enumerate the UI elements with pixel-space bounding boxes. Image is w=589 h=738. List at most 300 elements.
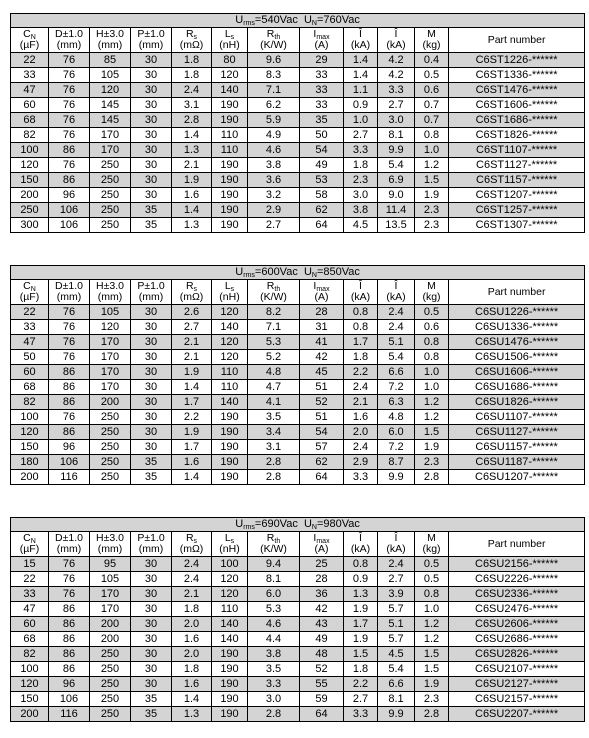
col-part-number-cell: C6SU1826-****** xyxy=(449,395,585,410)
col-surge-current-cell: 9.9 xyxy=(378,143,415,158)
col-series-resistance-header: $R_s$ (mΩ) xyxy=(172,532,212,557)
table-row xyxy=(11,158,585,173)
col-max-current-cell: 62 xyxy=(300,455,344,470)
col-capacitance-header: $C_N$ (µF) xyxy=(11,532,49,557)
table-row xyxy=(11,335,585,350)
col-surge-current-cell: 5.4 xyxy=(378,350,415,365)
table-row xyxy=(11,350,585,365)
col-mass-cell: 1.5 xyxy=(415,647,449,662)
col-mass-cell: 1.2 xyxy=(415,410,449,425)
col-series-resistance-cell: 1.3 xyxy=(172,707,212,722)
col-mass-cell: 2.8 xyxy=(415,707,449,722)
col-series-inductance-cell: 140 xyxy=(212,617,248,632)
col-thermal-resistance-cell: 6.0 xyxy=(248,587,300,602)
col-surge-current-cell: 7.2 xyxy=(378,380,415,395)
col-capacitance-cell: 150 xyxy=(11,440,49,455)
table-row xyxy=(11,470,585,485)
col-capacitance-cell: 120 xyxy=(11,677,49,692)
col-pitch-cell: 30 xyxy=(131,440,172,455)
col-series-resistance-cell: 1.9 xyxy=(172,365,212,380)
col-capacitance-header: $C_N$ (µF) xyxy=(11,28,49,53)
col-height-cell: 145 xyxy=(90,113,131,128)
col-diameter-cell: 76 xyxy=(49,350,90,365)
col-series-inductance-cell: 120 xyxy=(212,68,248,83)
col-series-inductance-cell: 190 xyxy=(212,677,248,692)
col-mass-cell: 0.6 xyxy=(415,320,449,335)
col-thermal-resistance-cell: 6.2 xyxy=(248,98,300,113)
col-pitch-cell: 30 xyxy=(131,365,172,380)
col-peak-current-cell: 3.8 xyxy=(344,203,378,218)
col-height-cell: 250 xyxy=(90,677,131,692)
col-pitch-cell: 30 xyxy=(131,188,172,203)
col-peak-current-cell: 4.5 xyxy=(344,218,378,233)
col-max-current-cell: 36 xyxy=(300,587,344,602)
col-thermal-resistance-cell: 3.3 xyxy=(248,677,300,692)
col-diameter-cell: 106 xyxy=(49,218,90,233)
col-height-cell: 170 xyxy=(90,128,131,143)
table-row xyxy=(11,617,585,632)
col-series-inductance-cell: 190 xyxy=(212,218,248,233)
col-capacitance-cell: 200 xyxy=(11,707,49,722)
col-peak-current-cell: 1.9 xyxy=(344,632,378,647)
col-diameter-cell: 86 xyxy=(49,617,90,632)
col-mass-cell: 1.9 xyxy=(415,188,449,203)
col-pitch-cell: 30 xyxy=(131,53,172,68)
col-thermal-resistance-cell: 4.4 xyxy=(248,632,300,647)
col-capacitance-cell: 47 xyxy=(11,83,49,98)
col-series-resistance-cell: 1.8 xyxy=(172,602,212,617)
col-capacitance-cell: 68 xyxy=(11,380,49,395)
col-mass-cell: 0.6 xyxy=(415,83,449,98)
col-diameter-cell: 86 xyxy=(49,632,90,647)
col-series-inductance-cell: 190 xyxy=(212,662,248,677)
col-surge-current-cell: 6.0 xyxy=(378,425,415,440)
col-max-current-cell: 55 xyxy=(300,677,344,692)
col-surge-current-cell: 6.9 xyxy=(378,173,415,188)
col-max-current-cell: 33 xyxy=(300,83,344,98)
col-peak-current-cell: 1.8 xyxy=(344,350,378,365)
col-height-cell: 250 xyxy=(90,692,131,707)
col-part-number-cell: C6ST1127-****** xyxy=(449,158,585,173)
col-max-current-cell: 28 xyxy=(300,305,344,320)
col-pitch-cell: 30 xyxy=(131,662,172,677)
col-thermal-resistance-cell: 5.3 xyxy=(248,335,300,350)
col-height-cell: 250 xyxy=(90,440,131,455)
col-max-current-cell: 43 xyxy=(300,617,344,632)
col-pitch-cell: 35 xyxy=(131,218,172,233)
col-thermal-resistance-cell: 3.0 xyxy=(248,692,300,707)
col-series-resistance-cell: 1.4 xyxy=(172,380,212,395)
col-mass-cell: 1.2 xyxy=(415,158,449,173)
col-capacitance-cell: 82 xyxy=(11,647,49,662)
col-series-resistance-cell: 1.9 xyxy=(172,425,212,440)
col-capacitance-cell: 100 xyxy=(11,410,49,425)
col-max-current-cell: 64 xyxy=(300,707,344,722)
col-surge-current-cell: 4.5 xyxy=(378,647,415,662)
col-pitch-cell: 30 xyxy=(131,173,172,188)
col-surge-current-cell: 9.9 xyxy=(378,470,415,485)
col-diameter-cell: 76 xyxy=(49,68,90,83)
col-mass-cell: 0.7 xyxy=(415,98,449,113)
col-series-inductance-cell: 110 xyxy=(212,365,248,380)
col-mass-cell: 0.5 xyxy=(415,305,449,320)
col-thermal-resistance-cell: 9.6 xyxy=(248,53,300,68)
col-peak-current-cell: 1.3 xyxy=(344,587,378,602)
col-height-cell: 250 xyxy=(90,455,131,470)
col-thermal-resistance-cell: 2.7 xyxy=(248,218,300,233)
col-thermal-resistance-cell: 8.1 xyxy=(248,572,300,587)
col-series-inductance-cell: 120 xyxy=(212,335,248,350)
col-part-number-header: Part number xyxy=(449,532,585,557)
col-series-inductance-cell: 140 xyxy=(212,83,248,98)
col-max-current-header: $I_{max}$ (A) xyxy=(300,280,344,305)
col-peak-current-header: Î (kA) xyxy=(344,532,378,557)
col-capacitance-cell: 50 xyxy=(11,350,49,365)
col-mass-cell: 1.5 xyxy=(415,425,449,440)
col-max-current-cell: 64 xyxy=(300,470,344,485)
col-pitch-header: P±1.0 (mm) xyxy=(131,28,172,53)
table-row xyxy=(11,305,585,320)
col-mass-cell: 0.8 xyxy=(415,128,449,143)
col-max-current-cell: 54 xyxy=(300,425,344,440)
col-part-number-cell: C6SU1157-****** xyxy=(449,440,585,455)
col-capacitance-header: $C_N$ (µF) xyxy=(11,280,49,305)
col-part-number-cell: C6SU2207-****** xyxy=(449,707,585,722)
table-row xyxy=(11,128,585,143)
col-series-resistance-cell: 1.6 xyxy=(172,188,212,203)
col-height-cell: 250 xyxy=(90,662,131,677)
col-series-resistance-cell: 2.2 xyxy=(172,410,212,425)
col-pitch-cell: 30 xyxy=(131,320,172,335)
col-height-cell: 120 xyxy=(90,320,131,335)
col-series-resistance-cell: 1.6 xyxy=(172,455,212,470)
col-part-number-cell: C6ST1307-****** xyxy=(449,218,585,233)
col-capacitance-cell: 100 xyxy=(11,143,49,158)
col-peak-current-cell: 2.7 xyxy=(344,692,378,707)
col-thermal-resistance-cell: 9.4 xyxy=(248,557,300,572)
col-series-resistance-cell: 3.1 xyxy=(172,98,212,113)
col-pitch-cell: 30 xyxy=(131,83,172,98)
col-series-inductance-cell: 190 xyxy=(212,647,248,662)
table-row xyxy=(11,98,585,113)
table-row xyxy=(11,83,585,98)
col-mass-header: M (kg) xyxy=(415,532,449,557)
col-pitch-cell: 30 xyxy=(131,143,172,158)
col-thermal-resistance-cell: 8.2 xyxy=(248,305,300,320)
col-diameter-cell: 106 xyxy=(49,203,90,218)
col-height-cell: 120 xyxy=(90,83,131,98)
col-surge-current-cell: 9.0 xyxy=(378,188,415,203)
col-part-number-header: Part number xyxy=(449,28,585,53)
col-height-cell: 145 xyxy=(90,98,131,113)
col-series-resistance-cell: 2.0 xyxy=(172,617,212,632)
col-capacitance-cell: 33 xyxy=(11,320,49,335)
col-surge-current-cell: 5.7 xyxy=(378,632,415,647)
col-series-resistance-cell: 1.7 xyxy=(172,395,212,410)
col-mass-cell: 2.3 xyxy=(415,455,449,470)
col-series-resistance-cell: 2.1 xyxy=(172,587,212,602)
col-pitch-cell: 30 xyxy=(131,68,172,83)
col-peak-current-cell: 1.8 xyxy=(344,158,378,173)
col-series-resistance-cell: 1.9 xyxy=(172,173,212,188)
table-row xyxy=(11,173,585,188)
col-max-current-cell: 59 xyxy=(300,692,344,707)
col-height-header: H±3.0 (mm) xyxy=(90,532,131,557)
col-height-cell: 105 xyxy=(90,68,131,83)
col-mass-cell: 1.0 xyxy=(415,602,449,617)
col-height-header: H±3.0 (mm) xyxy=(90,28,131,53)
col-pitch-cell: 30 xyxy=(131,395,172,410)
col-series-inductance-cell: 190 xyxy=(212,692,248,707)
col-series-inductance-header: $L_s$ (nH) xyxy=(212,532,248,557)
col-series-inductance-cell: 120 xyxy=(212,587,248,602)
col-surge-current-cell: 8.7 xyxy=(378,455,415,470)
col-max-current-header: $I_{max}$ (A) xyxy=(300,532,344,557)
col-surge-current-cell: 4.2 xyxy=(378,53,415,68)
voltage-rating-row xyxy=(11,266,585,280)
table-row xyxy=(11,410,585,425)
col-mass-cell: 1.2 xyxy=(415,632,449,647)
col-peak-current-cell: 2.4 xyxy=(344,380,378,395)
voltage-rating: $U_{rms}=600Vac$ $U_N=850Vac$ xyxy=(11,266,585,280)
col-height-cell: 85 xyxy=(90,53,131,68)
col-series-resistance-cell: 1.4 xyxy=(172,128,212,143)
col-series-resistance-cell: 1.8 xyxy=(172,53,212,68)
col-height-cell: 170 xyxy=(90,602,131,617)
col-surge-current-cell: 2.7 xyxy=(378,572,415,587)
voltage-rating-row xyxy=(11,518,585,532)
col-surge-current-cell: 2.4 xyxy=(378,305,415,320)
col-part-number-cell: C6ST1257-****** xyxy=(449,203,585,218)
col-diameter-cell: 86 xyxy=(49,647,90,662)
col-peak-current-cell: 2.3 xyxy=(344,173,378,188)
col-mass-cell: 0.8 xyxy=(415,350,449,365)
col-mass-cell: 2.3 xyxy=(415,218,449,233)
col-series-resistance-cell: 2.7 xyxy=(172,320,212,335)
table-row xyxy=(11,572,585,587)
col-part-number-cell: C6SU2336-****** xyxy=(449,587,585,602)
col-height-cell: 200 xyxy=(90,617,131,632)
col-surge-current-cell: 5.1 xyxy=(378,335,415,350)
col-thermal-resistance-cell: 4.7 xyxy=(248,380,300,395)
col-capacitance-cell: 22 xyxy=(11,572,49,587)
col-part-number-cell: C6SU2606-****** xyxy=(449,617,585,632)
col-pitch-cell: 30 xyxy=(131,557,172,572)
col-surge-current-cell: 2.7 xyxy=(378,98,415,113)
col-height-cell: 250 xyxy=(90,188,131,203)
col-peak-current-cell: 0.9 xyxy=(344,572,378,587)
col-capacitance-cell: 120 xyxy=(11,425,49,440)
table-row xyxy=(11,692,585,707)
col-series-inductance-cell: 190 xyxy=(212,98,248,113)
col-diameter-cell: 76 xyxy=(49,113,90,128)
col-max-current-cell: 64 xyxy=(300,218,344,233)
col-pitch-cell: 35 xyxy=(131,203,172,218)
col-capacitance-cell: 60 xyxy=(11,365,49,380)
col-part-number-cell: C6SU1476-****** xyxy=(449,335,585,350)
col-part-number-cell: C6ST1686-****** xyxy=(449,113,585,128)
table-row xyxy=(11,380,585,395)
col-diameter-cell: 76 xyxy=(49,410,90,425)
col-mass-cell: 2.3 xyxy=(415,203,449,218)
col-peak-current-cell: 2.9 xyxy=(344,455,378,470)
table-row xyxy=(11,587,585,602)
col-part-number-cell: C6ST1107-****** xyxy=(449,143,585,158)
col-peak-current-cell: 1.8 xyxy=(344,662,378,677)
table-row xyxy=(11,662,585,677)
col-diameter-cell: 116 xyxy=(49,707,90,722)
col-height-cell: 170 xyxy=(90,143,131,158)
col-series-resistance-cell: 1.6 xyxy=(172,632,212,647)
table-row xyxy=(11,440,585,455)
col-part-number-cell: C6ST1157-****** xyxy=(449,173,585,188)
col-thermal-resistance-cell: 2.8 xyxy=(248,470,300,485)
col-max-current-cell: 33 xyxy=(300,98,344,113)
col-diameter-cell: 76 xyxy=(49,557,90,572)
table-row xyxy=(11,425,585,440)
col-pitch-cell: 30 xyxy=(131,602,172,617)
col-capacitance-cell: 60 xyxy=(11,617,49,632)
col-diameter-cell: 76 xyxy=(49,128,90,143)
col-height-cell: 250 xyxy=(90,218,131,233)
table-row xyxy=(11,143,585,158)
col-mass-cell: 1.0 xyxy=(415,365,449,380)
col-thermal-resistance-cell: 3.4 xyxy=(248,425,300,440)
col-series-inductance-cell: 190 xyxy=(212,113,248,128)
col-pitch-cell: 30 xyxy=(131,677,172,692)
col-mass-cell: 0.8 xyxy=(415,335,449,350)
col-peak-current-cell: 3.3 xyxy=(344,470,378,485)
col-part-number-cell: C6SU1207-****** xyxy=(449,470,585,485)
col-thermal-resistance-cell: 2.9 xyxy=(248,203,300,218)
col-peak-current-cell: 1.5 xyxy=(344,647,378,662)
col-thermal-resistance-cell: 5.9 xyxy=(248,113,300,128)
col-capacitance-cell: 300 xyxy=(11,218,49,233)
col-capacitance-cell: 60 xyxy=(11,98,49,113)
col-series-inductance-cell: 190 xyxy=(212,158,248,173)
col-part-number-cell: C6ST1336-****** xyxy=(449,68,585,83)
col-peak-current-cell: 1.9 xyxy=(344,602,378,617)
col-series-resistance-cell: 1.4 xyxy=(172,470,212,485)
col-peak-current-cell: 1.4 xyxy=(344,68,378,83)
col-mass-cell: 1.9 xyxy=(415,440,449,455)
col-height-cell: 95 xyxy=(90,557,131,572)
col-surge-current-cell: 6.6 xyxy=(378,677,415,692)
col-surge-current-cell: 2.4 xyxy=(378,320,415,335)
col-surge-current-cell: 4.2 xyxy=(378,68,415,83)
col-capacitance-cell: 47 xyxy=(11,602,49,617)
col-peak-current-cell: 2.2 xyxy=(344,677,378,692)
col-mass-cell: 0.4 xyxy=(415,53,449,68)
col-surge-current-cell: 3.0 xyxy=(378,113,415,128)
col-pitch-cell: 30 xyxy=(131,632,172,647)
col-mass-cell: 1.5 xyxy=(415,173,449,188)
col-height-cell: 170 xyxy=(90,335,131,350)
col-capacitance-cell: 82 xyxy=(11,395,49,410)
col-part-number-cell: C6ST1476-****** xyxy=(449,83,585,98)
col-capacitance-cell: 120 xyxy=(11,158,49,173)
col-height-cell: 250 xyxy=(90,158,131,173)
col-max-current-cell: 25 xyxy=(300,557,344,572)
col-max-current-cell: 48 xyxy=(300,647,344,662)
col-series-inductance-cell: 120 xyxy=(212,305,248,320)
col-pitch-cell: 30 xyxy=(131,350,172,365)
col-max-current-cell: 28 xyxy=(300,572,344,587)
col-diameter-cell: 86 xyxy=(49,380,90,395)
col-capacitance-cell: 150 xyxy=(11,692,49,707)
col-series-inductance-cell: 190 xyxy=(212,440,248,455)
col-series-resistance-cell: 1.4 xyxy=(172,203,212,218)
col-diameter-cell: 106 xyxy=(49,692,90,707)
table-row xyxy=(11,68,585,83)
col-part-number-cell: C6ST1606-****** xyxy=(449,98,585,113)
col-capacitance-cell: 180 xyxy=(11,455,49,470)
col-height-cell: 250 xyxy=(90,707,131,722)
column-header-row xyxy=(11,280,585,305)
col-height-cell: 250 xyxy=(90,647,131,662)
table-row xyxy=(11,188,585,203)
col-diameter-cell: 76 xyxy=(49,83,90,98)
col-series-resistance-cell: 2.1 xyxy=(172,158,212,173)
col-max-current-cell: 62 xyxy=(300,203,344,218)
col-series-resistance-cell: 1.4 xyxy=(172,692,212,707)
col-pitch-cell: 30 xyxy=(131,98,172,113)
col-thermal-resistance-cell: 3.5 xyxy=(248,662,300,677)
col-thermal-resistance-cell: 3.6 xyxy=(248,173,300,188)
col-part-number-cell: C6SU1506-****** xyxy=(449,350,585,365)
col-peak-current-cell: 3.0 xyxy=(344,188,378,203)
col-max-current-cell: 41 xyxy=(300,335,344,350)
col-mass-cell: 0.5 xyxy=(415,68,449,83)
col-diameter-cell: 86 xyxy=(49,143,90,158)
col-part-number-cell: C6SU2127-****** xyxy=(449,677,585,692)
column-header-row xyxy=(11,28,585,53)
col-series-resistance-cell: 2.1 xyxy=(172,350,212,365)
col-surge-current-cell: 5.4 xyxy=(378,158,415,173)
col-capacitance-cell: 47 xyxy=(11,335,49,350)
col-max-current-cell: 50 xyxy=(300,128,344,143)
col-capacitance-cell: 100 xyxy=(11,662,49,677)
col-part-number-cell: C6SU1336-****** xyxy=(449,320,585,335)
col-series-resistance-cell: 2.0 xyxy=(172,647,212,662)
col-capacitance-cell: 200 xyxy=(11,188,49,203)
col-pitch-cell: 30 xyxy=(131,587,172,602)
col-max-current-cell: 57 xyxy=(300,440,344,455)
col-height-cell: 170 xyxy=(90,350,131,365)
col-mass-cell: 1.0 xyxy=(415,143,449,158)
col-max-current-cell: 49 xyxy=(300,632,344,647)
col-series-resistance-cell: 2.4 xyxy=(172,83,212,98)
col-mass-cell: 2.8 xyxy=(415,470,449,485)
col-max-current-cell: 31 xyxy=(300,320,344,335)
col-max-current-cell: 54 xyxy=(300,143,344,158)
col-max-current-cell: 51 xyxy=(300,380,344,395)
col-series-inductance-cell: 190 xyxy=(212,425,248,440)
col-height-cell: 170 xyxy=(90,365,131,380)
table-row xyxy=(11,53,585,68)
col-mass-cell: 0.5 xyxy=(415,557,449,572)
col-height-cell: 250 xyxy=(90,173,131,188)
col-diameter-cell: 76 xyxy=(49,320,90,335)
col-capacitance-cell: 33 xyxy=(11,68,49,83)
col-surge-current-cell: 11.4 xyxy=(378,203,415,218)
col-thermal-resistance-cell: 3.1 xyxy=(248,440,300,455)
col-pitch-cell: 30 xyxy=(131,410,172,425)
col-max-current-cell: 45 xyxy=(300,365,344,380)
col-max-current-cell: 52 xyxy=(300,395,344,410)
col-part-number-cell: C6SU2226-****** xyxy=(449,572,585,587)
col-pitch-cell: 35 xyxy=(131,470,172,485)
